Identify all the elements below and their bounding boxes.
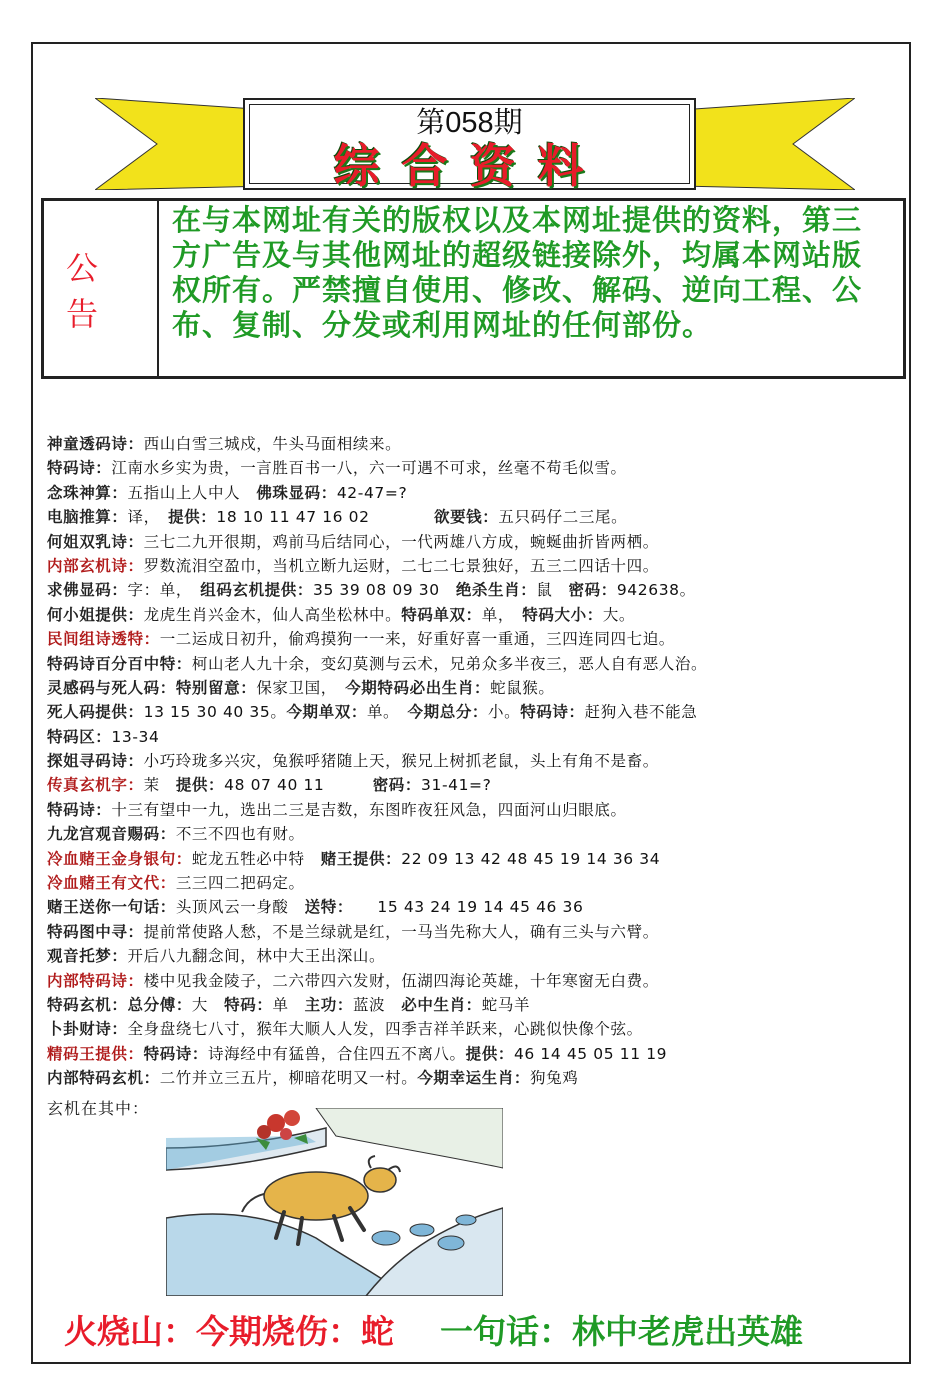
row-text: 五只码仔二三尾。 <box>498 508 628 527</box>
info-row <box>47 749 907 773</box>
row-text: 单。 <box>366 703 408 722</box>
row-text: 十三有望中一九，选出二三是吉数，东图昨夜狂风急，四面河山归眼底。 <box>111 800 627 819</box>
row-label: 提供： <box>168 508 217 527</box>
footer-left: 火烧山：今期烧伤：蛇 <box>64 1312 394 1351</box>
notice-label: 公告 <box>44 201 159 376</box>
row-label: 主功： <box>304 995 353 1014</box>
info-row <box>47 798 907 822</box>
row-label: 总分傅： <box>127 995 192 1014</box>
info-row <box>47 822 907 846</box>
row-text: 22 09 13 42 48 45 19 14 36 34 <box>401 849 661 868</box>
row-label: 特码诗： <box>47 800 112 819</box>
row-text: 罗数流泪空盈巾，当机立断九运财，二七二七景独好，五三二四话十四。 <box>143 556 659 575</box>
row-text: 单， <box>481 605 523 624</box>
row-label: 提供： <box>175 776 225 795</box>
row-label: 何小姐提供： <box>47 605 144 624</box>
row-text: 48 07 40 11 <box>224 776 373 795</box>
row-label: 特码诗： <box>47 459 112 478</box>
info-row <box>47 432 907 456</box>
row-text: 楼中见我金陵子，二六带四六发财，伍湖四海论英雄，十年寒窗无白费。 <box>143 971 659 990</box>
row-label: 密码： <box>372 776 422 795</box>
row-label: 必中生肖： <box>401 995 482 1014</box>
row-text: 狗兔鸡 <box>530 1069 579 1088</box>
row-label: 提供： <box>465 1044 514 1063</box>
row-text: 赶狗入巷不能急 <box>584 703 698 722</box>
issue-number: 第058期 <box>416 107 523 139</box>
row-label: 绝杀生肖： <box>455 581 537 600</box>
row-text: 小巧玲珑多兴灾，兔猴呼猪随上天，猴兄上树抓老鼠，头上有角不是畜。 <box>143 752 659 771</box>
notice-text: 在与本网址有关的版权以及本网址提供的资料，第三方广告及与其他网址的超级链接除外，均属本网站版权所有。严禁擅自使用、修改、解码、逆向工程、公布、复制、分发或利用网址的任何部份。 <box>172 203 863 342</box>
row-label: 卜卦财诗： <box>47 1020 128 1039</box>
info-row <box>47 871 907 895</box>
row-label: 特码图中寻： <box>47 922 144 941</box>
row-text: 不三不四也有财。 <box>175 825 305 844</box>
row-label: 今期特码必出生肖： <box>345 678 491 697</box>
info-row <box>47 773 907 797</box>
row-text: 大。 <box>602 605 636 624</box>
info-row <box>47 481 907 505</box>
row-label: 民间组诗透特： <box>47 630 160 649</box>
row-label: 何姐双乳诗： <box>47 532 144 551</box>
row-label: 传真玄机字： <box>47 776 144 795</box>
info-row <box>47 944 907 968</box>
row-text: 字：单， <box>127 581 201 600</box>
info-row <box>47 652 907 676</box>
row-text: 头顶风云一身酸 <box>175 898 305 917</box>
row-label: 今期幸运生肖： <box>417 1069 531 1088</box>
row-label: 特码玄机： <box>47 995 128 1014</box>
row-text: 保家卫国， <box>256 678 346 697</box>
row-label: 今期总分： <box>407 703 489 722</box>
footer-right: 一句话：林中老虎出英雄 <box>440 1312 803 1351</box>
notice-box <box>41 198 906 379</box>
row-text: 蛇马羊 <box>481 995 531 1014</box>
row-label: 九龙宫观音赐码： <box>47 825 176 844</box>
info-row <box>47 847 907 871</box>
row-label: 特码诗百分百中特： <box>47 654 192 673</box>
row-text: 江南水乡实为贵，一言胜百书一八，六一可遇不可求，丝毫不苟毛似雪。 <box>111 459 627 478</box>
row-label: 欲要钱： <box>433 508 499 527</box>
row-label: 电脑推算： <box>47 508 128 527</box>
row-text: 单 <box>272 995 305 1014</box>
row-label: 佛珠显码： <box>256 483 337 502</box>
row-label: 特码： <box>224 995 273 1014</box>
row-text: 柯山老人九十余，变幻莫测与云术，兄弟众多半夜三，恶人自有恶人治。 <box>191 654 708 673</box>
row-label: 灵感码与死人码： <box>47 678 176 697</box>
row-label: 内部玄机诗： <box>47 556 144 575</box>
row-text: 15 43 24 19 14 45 46 36 <box>345 898 584 917</box>
row-text: 蛇龙五牲必中特 <box>191 849 321 868</box>
info-row <box>47 578 907 602</box>
info-list <box>47 432 907 1091</box>
info-row <box>47 676 907 700</box>
info-row <box>47 920 907 944</box>
row-label: 特别留意： <box>175 678 257 697</box>
page-title: 综合资料 <box>333 139 606 193</box>
row-text: 13-34 <box>111 727 160 746</box>
row-text: 提前常使路人愁，不是兰绿就是红，一马当先称大人，确有三头与六臂。 <box>143 922 659 941</box>
info-row <box>47 554 907 578</box>
row-label: 赌王送你一句话： <box>47 898 176 917</box>
row-text: 蓝波 <box>352 995 402 1014</box>
row-label: 特码诗： <box>520 703 585 722</box>
row-text: 全身盘绕七八寸，猴年大顺人人发，四季吉祥羊跃来，心跳似快像个弦。 <box>127 1020 643 1039</box>
row-label: 送特： <box>304 898 346 917</box>
row-label: 内部特码诗： <box>47 971 144 990</box>
title-box <box>243 98 696 193</box>
row-text: 诗海经中有猛兽，合住四五不离八。 <box>208 1044 466 1063</box>
row-text: 42-47=? <box>336 483 408 502</box>
row-text: 译， <box>127 508 169 527</box>
row-label: 求佛显码： <box>47 581 128 600</box>
info-row <box>47 1017 907 1041</box>
row-text: 三三四二把码定。 <box>175 874 305 893</box>
row-text: 西山白雪三城戍，牛头马面相续来。 <box>143 435 402 453</box>
row-label: 神童透码诗： <box>47 435 144 453</box>
row-label: 今期单双： <box>286 703 367 722</box>
row-text: 46 14 45 05 11 19 <box>513 1044 668 1063</box>
row-label: 精码王提供： <box>47 1044 144 1063</box>
info-row <box>47 895 907 919</box>
row-label: 内部特码玄机： <box>47 1069 160 1088</box>
row-label: 组码玄机提供： <box>200 581 313 600</box>
row-text: 31-41=? <box>421 776 492 795</box>
row-text: 942638。 <box>616 581 696 600</box>
info-row <box>47 627 907 651</box>
row-label: 观音托梦： <box>47 947 128 966</box>
row-text: 鼠 <box>536 581 569 600</box>
row-label: 赌王提供： <box>320 849 402 868</box>
row-label: 特码区： <box>47 727 112 746</box>
row-label: 冷血赌王金身银句： <box>47 849 192 868</box>
info-row <box>47 993 907 1017</box>
info-row <box>47 700 907 724</box>
row-text: 一二运成日初升，偷鸡摸狗一一来，好重好喜一重通，三四连同四七迫。 <box>159 630 675 649</box>
row-label: 死人码提供： <box>47 703 144 722</box>
footer <box>64 1306 884 1353</box>
info-row <box>47 530 907 554</box>
info-row <box>47 725 907 749</box>
row-label: 冷血赌王有文代： <box>47 874 176 893</box>
info-row <box>47 456 907 480</box>
row-label: 探姐寻码诗： <box>47 752 144 771</box>
info-row <box>47 969 907 993</box>
row-text: 13 15 30 40 35。 <box>143 703 287 722</box>
row-text: 二竹并立三五片，柳暗花明又一村。 <box>159 1069 418 1088</box>
row-label: 念珠神算： <box>47 483 128 502</box>
row-text: 蛇鼠猴。 <box>490 678 555 697</box>
info-row <box>47 1042 907 1066</box>
info-row <box>47 1066 907 1090</box>
row-label: 密码： <box>568 581 617 600</box>
row-label: 特码诗： <box>143 1044 209 1063</box>
row-label: 特码大小： <box>522 605 603 624</box>
row-text: 小。 <box>488 703 521 722</box>
row-text: 茉 <box>143 776 176 795</box>
info-row <box>47 505 907 529</box>
row-text: 龙虎生肖兴金木，仙人高坐松林中。 <box>143 605 402 624</box>
ribbon-right <box>680 98 855 190</box>
row-label: 特码单双： <box>401 605 482 624</box>
xuanji-label: 玄机在其中： <box>47 1099 150 1118</box>
row-text: 五指山上人中人 <box>127 483 257 502</box>
row-text: 三七二九开很期，鸡前马后结同心，一代两雄八方成，蜿蜒曲折皆两栖。 <box>143 532 659 551</box>
row-text: 大 <box>191 995 225 1014</box>
ox-illustration <box>166 1108 503 1296</box>
row-text: 35 39 08 09 30 <box>312 581 456 600</box>
row-text: 18 10 11 47 16 02 <box>216 508 434 527</box>
info-row <box>47 603 907 627</box>
row-text: 开后八九翻念间，林中大王出深山。 <box>127 947 386 966</box>
